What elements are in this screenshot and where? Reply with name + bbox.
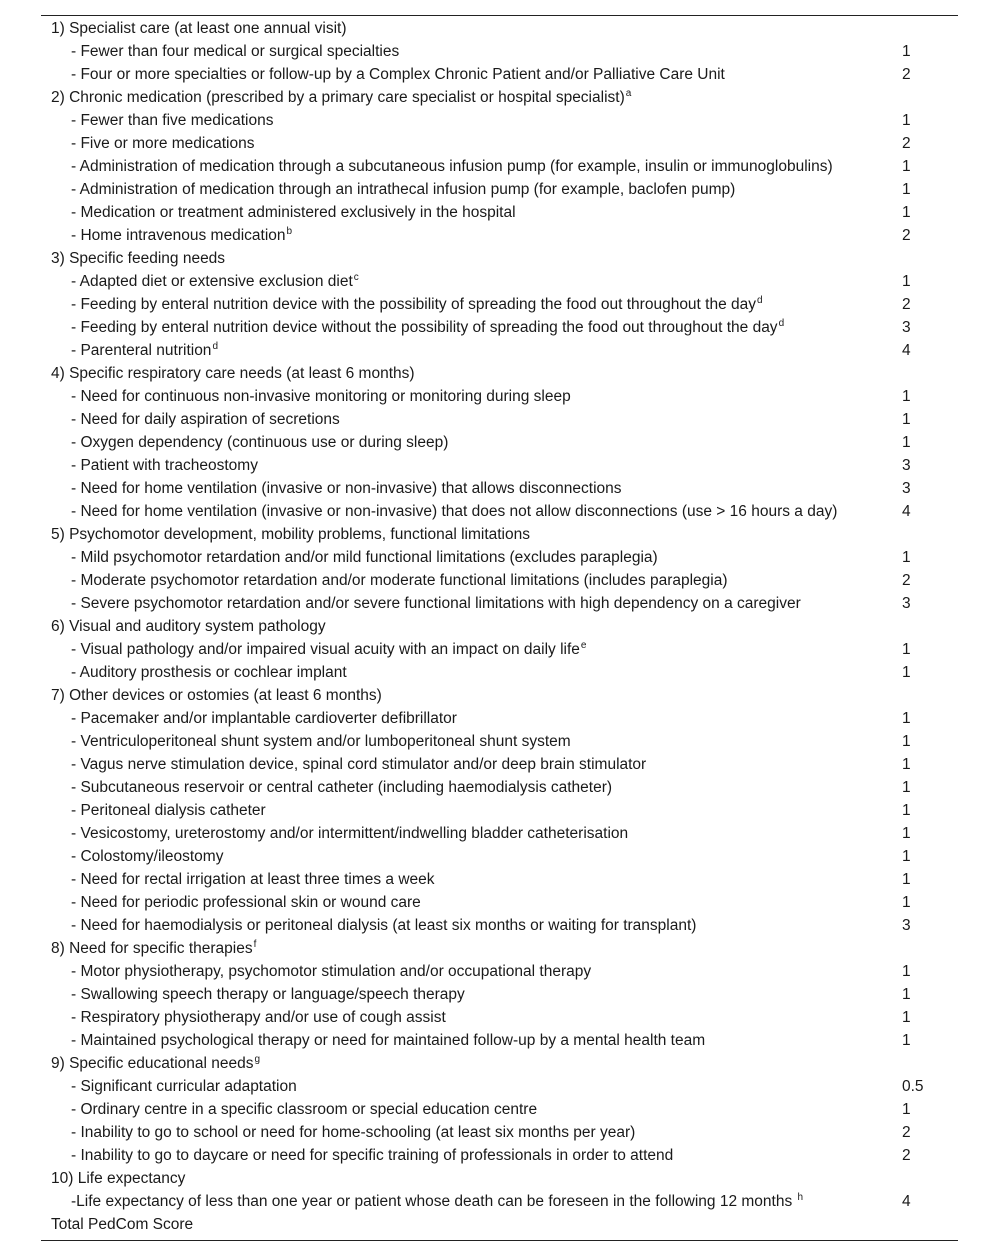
table-row [0,293,1000,316]
table-row [0,569,1000,592]
table-row [0,385,1000,408]
label-text: 1) Specialist care (at least one annual visit) [51,19,347,37]
table-row [0,845,1000,868]
criterion-label [71,592,801,615]
label-text: Total PedCom Score [51,1215,194,1233]
score-value: 2 [902,295,911,313]
section-heading [51,247,225,270]
score-value: 1 [902,893,911,911]
score-value: 3 [902,318,911,336]
footnote-marker: b [286,225,293,237]
criterion-label [71,63,725,86]
criterion-label [71,707,457,730]
score-value: 3 [902,479,911,497]
criterion-label [71,569,728,592]
table-bottom-rule [41,1240,958,1241]
table-row [0,270,1000,293]
criterion-label [71,1098,537,1121]
score-value: 1 [902,387,911,405]
label-text: - Ordinary centre in a specific classroom or special education centre [71,1100,538,1118]
label-text: - Vesicostomy, ureterostomy and/or intermittent/indwelling bladder catheterisation [71,824,629,842]
label-text: - Need for daily aspiration of secretions [71,410,340,428]
label-text: 5) Psychomotor development, mobility problems, functional limitations [51,525,530,543]
label-text: - Four or more specialties or follow-up by a Complex Chronic Patient and/or Palliative Care Unit [71,65,725,83]
pedcom-score-table [0,17,1000,1236]
criterion-label [71,477,622,500]
table-row [0,454,1000,477]
label-text: - Oxygen dependency (continuous use or during sleep) [71,433,449,451]
table-row [0,1190,1000,1213]
table-row [0,799,1000,822]
table-row [0,1006,1000,1029]
table-row [0,500,1000,523]
table-row [0,63,1000,86]
score-value: 3 [902,916,911,934]
criterion-label [71,1121,635,1144]
section-heading [51,1052,260,1075]
score-value: 1 [902,203,911,221]
criterion-label [71,40,399,63]
label-text: - Feeding by enteral nutrition device without the possibility of spreading the food out throughout the day [71,318,778,336]
table-row [0,776,1000,799]
table-row [0,822,1000,845]
label-text: - Need for home ventilation (invasive or non-invasive) that does not allow disconnections (use > 16 hours a day) [71,502,838,520]
table-row [0,730,1000,753]
criterion-label [71,1190,803,1213]
score-value: 2 [902,226,911,244]
table-row [0,201,1000,224]
score-value: 1 [902,1008,911,1026]
criterion-label [71,201,516,224]
section-heading-row [0,1167,1000,1190]
criterion-label [71,155,833,178]
table-row [0,638,1000,661]
criterion-label [71,1006,446,1029]
score-value: 2 [902,134,911,152]
score-value: 1 [902,157,911,175]
section-heading-row [0,523,1000,546]
label-text: - Inability to go to school or need for home-schooling (at least six months per year) [71,1123,636,1141]
section-heading [51,86,631,109]
label-text: - Administration of medication through an intrathecal infusion pump (for example, baclofen pump) [71,180,736,198]
table-row [0,891,1000,914]
table-row [0,753,1000,776]
label-text: - Mild psychomotor retardation and/or mild functional limitations (excludes paraplegia) [71,548,658,566]
criterion-label [71,1075,297,1098]
section-heading [51,615,326,638]
table-row [0,316,1000,339]
score-value: 4 [902,502,911,520]
label-text: - Need for continuous non-invasive monitoring or monitoring during sleep [71,387,571,405]
label-text: - Need for home ventilation (invasive or non-invasive) that allows disconnections [71,479,622,497]
label-text: - Five or more medications [71,134,255,152]
label-text: 6) Visual and auditory system pathology [51,617,326,635]
table-row [0,109,1000,132]
score-value: 1 [902,985,911,1003]
label-text: 7) Other devices or ostomies (at least 6 months) [51,686,382,704]
label-text: 3) Specific feeding needs [51,249,226,267]
criterion-label [71,431,448,454]
score-value: 1 [902,180,911,198]
section-heading-row [0,247,1000,270]
criterion-label [71,868,435,891]
footnote-marker: f [253,938,257,950]
criterion-label [71,546,658,569]
label-text: - Colostomy/ileostomy [71,847,224,865]
label-text: - Auditory prosthesis or cochlear implant [71,663,347,681]
section-heading-row [0,937,1000,960]
score-value: 2 [902,1146,911,1164]
label-text: -Life expectancy of less than one year or patient whose death can be foreseen in the following 12 months [71,1192,797,1210]
score-value: 1 [902,548,911,566]
footnote-marker: d [212,340,218,352]
table-row [0,960,1000,983]
criterion-label [71,914,696,937]
label-text: 4) Specific respiratory care needs (at least 6 months) [51,364,415,382]
table-row [0,592,1000,615]
label-text: - Subcutaneous reservoir or central catheter (including haemodialysis catheter) [71,778,613,796]
criterion-label [71,730,571,753]
score-value: 1 [902,272,911,290]
label-text: - Severe psychomotor retardation and/or severe functional limitations with high dependency on a caregiver [71,594,801,612]
label-text: - Moderate psychomotor retardation and/or moderate functional limitations (includes paraplegia) [71,571,728,589]
table-row [0,408,1000,431]
criterion-label [71,500,837,523]
label-text: 10) Life expectancy [51,1169,186,1187]
criterion-label [71,1144,673,1167]
table-row [0,1075,1000,1098]
label-text: - Vagus nerve stimulation device, spinal cord stimulator and/or deep brain stimulator [71,755,647,773]
criterion-label [71,224,292,247]
criterion-label [71,109,273,132]
label-text: - Ventriculoperitoneal shunt system and/or lumboperitoneal shunt system [71,732,571,750]
score-value: 1 [902,663,911,681]
footnote-marker: d [757,294,763,306]
footnote-marker: c [353,271,359,283]
score-value: 1 [902,410,911,428]
score-value: 1 [902,640,911,658]
label-text: - Need for rectal irrigation at least three times a week [71,870,435,888]
criterion-label [71,293,763,316]
criterion-label [71,960,591,983]
table-row [0,1098,1000,1121]
label-text: - Swallowing speech therapy or language/speech therapy [71,985,465,1003]
label-text: - Pacemaker and/or implantable cardioverter defibrillator [71,709,457,727]
section-heading [51,1167,185,1190]
score-value: 1 [902,709,911,727]
score-value: 1 [902,801,911,819]
criterion-label [71,799,266,822]
score-value: 1 [902,42,911,60]
label-text: - Visual pathology and/or impaired visual acuity with an impact on daily life [71,640,580,658]
label-text: 8) Need for specific therapies [51,939,253,957]
label-text: - Patient with tracheostomy [71,456,258,474]
label-text: - Feeding by enteral nutrition device with the possibility of spreading the food out throughout the day [71,295,757,313]
criterion-label [71,270,359,293]
total-row [0,1213,1000,1236]
table-row [0,477,1000,500]
label-text: - Significant curricular adaptation [71,1077,297,1095]
score-value: 1 [902,755,911,773]
section-heading-row [0,17,1000,40]
table-row [0,132,1000,155]
score-value: 2 [902,1123,911,1141]
section-heading [51,17,347,40]
criterion-label [71,638,586,661]
score-value: 1 [902,732,911,750]
criterion-label [71,891,421,914]
section-heading-row [0,615,1000,638]
section-heading-row [0,1052,1000,1075]
table-row [0,155,1000,178]
score-value: 4 [902,1192,911,1210]
table-row [0,224,1000,247]
table-row [0,431,1000,454]
label-text: - Parenteral nutrition [71,341,212,359]
criterion-label [71,454,258,477]
criterion-label [71,178,735,201]
score-value: 1 [902,870,911,888]
label-text: - Home intravenous medication [71,226,286,244]
criterion-label [71,316,784,339]
table-row [0,178,1000,201]
label-text: - Fewer than four medical or surgical specialties [71,42,400,60]
criterion-label [71,845,223,868]
label-text: - Need for haemodialysis or peritoneal dialysis (at least six months or waiting for transplant) [71,916,697,934]
table-row [0,914,1000,937]
table-row [0,661,1000,684]
label-text: - Administration of medication through a subcutaneous infusion pump (for example, insulin or immunoglobulins) [71,157,833,175]
score-value: 1 [902,1100,911,1118]
table-row [0,1121,1000,1144]
score-value: 1 [902,1031,911,1049]
criterion-label [71,1029,705,1052]
table-row [0,707,1000,730]
footnote-marker: a [625,87,632,99]
label-text: - Medication or treatment administered exclusively in the hospital [71,203,516,221]
table-row [0,339,1000,362]
section-heading [51,523,530,546]
score-value: 1 [902,111,911,129]
criterion-label [71,408,340,431]
label-text: 9) Specific educational needs [51,1054,254,1072]
criterion-label [71,385,571,408]
score-value: 3 [902,456,911,474]
score-value: 4 [902,341,911,359]
footnote-marker: e [580,639,587,651]
table-row [0,868,1000,891]
criterion-label [71,339,218,362]
score-value: 0.5 [902,1077,924,1095]
label-text: - Adapted diet or extensive exclusion diet [71,272,353,290]
label-text: - Maintained psychological therapy or need for maintained follow-up by a mental health team [71,1031,706,1049]
criterion-label [71,776,612,799]
footnote-marker: g [254,1053,261,1065]
table-row [0,1144,1000,1167]
footnote-marker: d [778,317,785,329]
label-text: - Peritoneal dialysis catheter [71,801,266,819]
footnote-marker: h [797,1191,804,1203]
table-row [0,546,1000,569]
criterion-label [71,661,347,684]
section-heading-row [0,684,1000,707]
score-value: 1 [902,847,911,865]
score-value: 3 [902,594,911,612]
score-value: 2 [902,571,911,589]
label-text: - Need for periodic professional skin or wound care [71,893,421,911]
total-label [51,1213,193,1236]
score-value: 1 [902,824,911,842]
table-row [0,40,1000,63]
label-text: 2) Chronic medication (prescribed by a primary care specialist or hospital specialist) [51,88,625,106]
criterion-label [71,132,254,155]
score-value: 1 [902,962,911,980]
label-text: - Inability to go to daycare or need for specific training of professionals in order to attend [71,1146,674,1164]
section-heading-row [0,86,1000,109]
table-row [0,1029,1000,1052]
score-value: 1 [902,778,911,796]
label-text: - Motor physiotherapy, psychomotor stimulation and/or occupational therapy [71,962,592,980]
section-heading [51,362,415,385]
label-text: - Respiratory physiotherapy and/or use of cough assist [71,1008,446,1026]
section-heading-row [0,362,1000,385]
label-text: - Fewer than five medications [71,111,274,129]
score-value: 2 [902,65,911,83]
criterion-label [71,983,465,1006]
section-heading [51,937,256,960]
section-heading [51,684,382,707]
criterion-label [71,753,646,776]
score-value: 1 [902,433,911,451]
table-row [0,983,1000,1006]
criterion-label [71,822,628,845]
